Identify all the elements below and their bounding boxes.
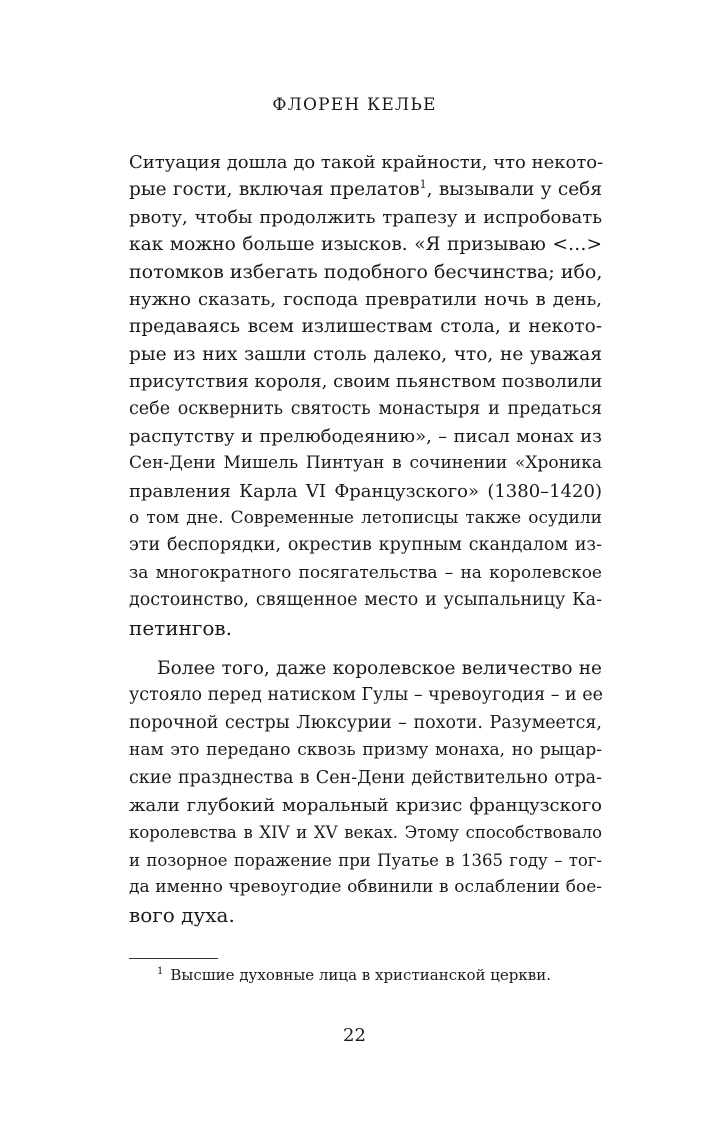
- text-line: жали глубокий моральный кризис французского: [129, 794, 602, 816]
- text-line: да именно чревоугодие обвинили в ослаблении бое-: [129, 877, 602, 898]
- text-line: и позорное поражение при Пуатье в 1365 году – тог-: [129, 850, 602, 870]
- text-line: предаваясь всем излишествам стола, и некото-: [129, 316, 602, 338]
- text-line: Более того, даже королевское величество не: [157, 658, 602, 679]
- footnote-number: 1: [157, 966, 164, 977]
- text-line: присутствия короля, своим пьянством позволили: [129, 371, 603, 393]
- text-line: как можно больше изысков. «Я призываю <…>: [129, 234, 602, 256]
- text-line: эти беспорядки, окрестив крупным скандалом из-: [129, 535, 602, 556]
- text-line: [129, 176, 602, 203]
- text-line: потомков избегать подобного бесчинства; ибо,: [129, 260, 603, 283]
- page-number: 22: [343, 1025, 366, 1046]
- text-line: королевства в XIV и XV веках. Этому способствовало: [129, 823, 602, 843]
- text-line: распутству и прелюбодеянию», – писал монах из: [129, 425, 602, 447]
- text-line: Сен-Дени Мишель Пинтуан в сочинении «Хроника: [129, 453, 602, 474]
- text-fragment: рые гости, включая прелатов: [129, 179, 420, 201]
- text-line: себе осквернить святость монастыря и предаться: [129, 398, 602, 419]
- text-line: нам это передано сквозь призму монаха, но рыцар-: [129, 740, 602, 761]
- footnote-text: Высшие духовные лица в христианской церкви.: [170, 966, 551, 984]
- text-line: ские празднества в Сен-Дени действительно отра-: [129, 767, 602, 788]
- footnote-divider: [129, 958, 218, 959]
- paragraph-2: [129, 655, 602, 929]
- paragraph-1: [129, 149, 602, 642]
- text-line: рвоту, чтобы продолжить трапезу и испробовать: [129, 206, 602, 228]
- text-line: петингов.: [129, 615, 233, 640]
- text-line: Ситуация дошла до такой крайности, что некото-: [129, 152, 604, 173]
- running-header: ФЛОРЕН КЕЛЬЕ: [272, 95, 437, 115]
- footnote: [157, 966, 551, 984]
- text-line: за многократного посягательства – на королевское: [129, 562, 602, 583]
- text-line: вого духа.: [129, 902, 235, 927]
- text-line: порочной сестры Люксурии – похоти. Разумеется,: [129, 712, 602, 733]
- text-line: устояло перед натиском Гулы – чревоугодия – и ее: [129, 685, 603, 706]
- text-fragment: , вызывали у себя: [426, 179, 602, 201]
- text-line: рые из них зашли столь далеко, что, не уважая: [129, 343, 602, 365]
- text-line: достоинство, священное место и усыпальницу Ка-: [129, 590, 602, 611]
- text-line: правления Карла VI Французского» (1380–1420): [129, 480, 602, 502]
- text-line: нужно сказать, господа превратили ночь в день,: [129, 288, 602, 310]
- text-line: о том дне. Современные летописцы также осудили: [129, 508, 602, 529]
- footnote-reference: 1: [419, 178, 427, 192]
